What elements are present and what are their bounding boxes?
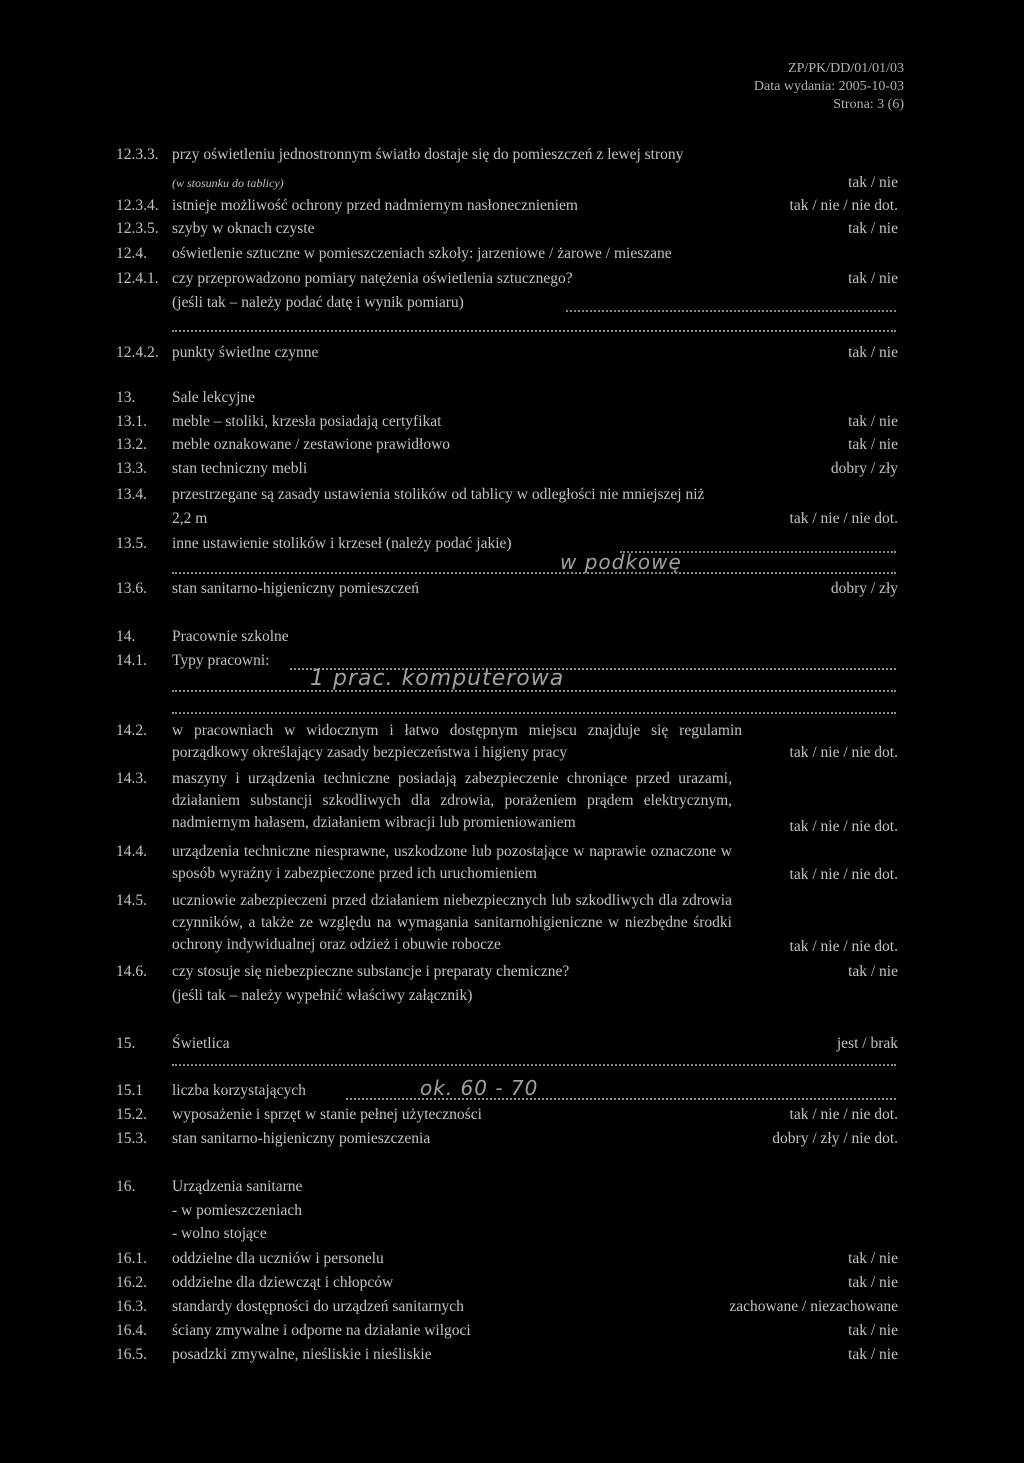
item-text: przy oświetleniu jednostronnym światło dostaje się do pomieszczeń z lewej strony <box>172 146 684 163</box>
item-answer: zachowane / niezachowane <box>729 1298 898 1315</box>
item-number: 13.3. <box>116 460 147 477</box>
section-number: 15. <box>116 1035 136 1052</box>
item-answer: tak / nie <box>848 1346 898 1363</box>
item-answer: tak / nie <box>848 1322 898 1339</box>
item-text: oddzielne dla dziewcząt i chłopców <box>172 1274 394 1291</box>
item-number: 14.3. <box>116 770 147 787</box>
item-text: oświetlenie sztuczne w pomieszczeniach szkoły: jarzeniowe / żarowe / mieszane <box>172 245 672 262</box>
item-text: punkty świetlne czynne <box>172 344 319 361</box>
bullet-item: - wolno stojące <box>172 1225 267 1242</box>
item-number: 15.2. <box>116 1106 147 1123</box>
item-subtext: (jeśli tak – należy wypełnić właściwy załącznik) <box>172 987 473 1004</box>
item-number: 13.2. <box>116 436 147 453</box>
item-answer: dobry / zły / nie dot. <box>772 1130 898 1147</box>
item-text: czy przeprowadzono pomiary natężenia oświetlenia sztucznego? <box>172 270 573 287</box>
item-text: uczniowie zabezpieczeni przed działaniem niebezpiecznych lub szkodliwych dla zdrowia czynników, a także ze względu na wymagania sanitarnohigieniczne w niezbędne środki ochrony indywidualnej oraz odzież i obuwie robocze <box>172 892 732 953</box>
fill-line <box>172 690 896 692</box>
item-text: liczba korzystających <box>172 1082 306 1099</box>
item-answer: tak / nie <box>848 413 898 430</box>
item-number: 12.3.3. <box>116 146 159 163</box>
item-answer: tak / nie / nie dot. <box>789 744 898 761</box>
fill-line <box>566 310 896 312</box>
bullet-item: - w pomieszczeniach <box>172 1202 302 1219</box>
item-number: 13.4. <box>116 486 147 503</box>
item-answer: dobry / zły <box>830 460 898 477</box>
document-id: ZP/PK/DD/01/01/03 <box>788 61 904 76</box>
item-number: 12.4.2. <box>116 344 159 361</box>
item-text: istnieje możliwość ochrony przed nadmiernym nasłonecznieniem <box>172 197 578 214</box>
section-title: Urządzenia sanitarne <box>172 1178 303 1195</box>
item-text: meble oznakowane / zestawione prawidłowo <box>172 436 451 453</box>
item-number: 16.5. <box>116 1346 147 1363</box>
item-answer: tak / nie <box>848 344 898 361</box>
fill-line <box>172 1064 896 1066</box>
handwritten-answer: 1 prac. komputerowa <box>310 666 565 691</box>
item-answer: tak / nie <box>848 436 898 453</box>
item-text: inne ustawienie stolików i krzeseł (należy podać jakie) <box>172 535 512 552</box>
section-title: Pracownie szkolne <box>172 628 289 645</box>
item-text-continued: 2,2 m <box>172 510 208 527</box>
fill-line <box>172 572 896 574</box>
handwritten-answer: ok. 60 - 70 <box>420 1076 539 1100</box>
handwritten-answer: w podkowę <box>560 550 682 574</box>
item-number: 13.1. <box>116 413 147 430</box>
item-text: Typy pracowni: <box>172 652 270 669</box>
item-text: meble – stoliki, krzesła posiadają certyfikat <box>172 413 442 430</box>
item-text: urządzenia techniczne niesprawne, uszkodzone lub pozostające w naprawie oznaczone w sposób wyraźny i zabezpieczone przed ich uruchomieniem <box>172 843 732 882</box>
item-number: 14.1. <box>116 652 147 669</box>
item-number: 14.5. <box>116 892 147 909</box>
item-text: wyposażenie i sprzęt w stanie pełnej użyteczności <box>172 1106 482 1123</box>
item-number: 15.3. <box>116 1130 147 1147</box>
page-number: Strona: 3 (6) <box>833 97 904 112</box>
item-answer: tak / nie <box>848 1250 898 1267</box>
section-number: 16. <box>116 1178 136 1195</box>
item-number: 14.6. <box>116 963 147 980</box>
item-number: 15.1 <box>116 1082 144 1099</box>
item-text: maszyny i urządzenia techniczne posiadają zabezpieczenie chroniące przed urazami, działaniem substancji szkodliwych dla zdrowia, porażeniem prądem elektrycznym, nadmiernym hałasem, działaniem wibracji lub promieniowaniem <box>172 770 732 831</box>
item-answer: tak / nie / nie dot. <box>789 818 898 835</box>
item-number: 14.2. <box>116 722 147 739</box>
item-number: 12.4.1. <box>116 270 159 287</box>
item-text: ściany zmywalne i odporne na działanie wilgoci <box>172 1322 471 1339</box>
fill-line <box>172 330 896 332</box>
section-number: 14. <box>116 628 136 645</box>
item-answer: jest / brak <box>836 1035 898 1052</box>
item-subtext: (jeśli tak – należy podać datę i wynik pomiaru) <box>172 294 464 311</box>
item-answer: tak / nie / nie dot. <box>789 197 898 214</box>
item-answer: tak / nie <box>848 963 898 980</box>
item-answer: tak / nie <box>848 270 898 287</box>
item-answer: tak / nie <box>848 1274 898 1291</box>
item-answer: tak / nie <box>848 220 898 237</box>
item-answer: dobry / zły <box>830 580 898 597</box>
item-text: posadzki zmywalne, nieśliskie i nieśliskie <box>172 1346 432 1363</box>
item-number: 13.6. <box>116 580 147 597</box>
item-text: szyby w oknach czyste <box>172 220 315 237</box>
item-number: 12.3.4. <box>116 197 159 214</box>
item-number: 16.4. <box>116 1322 147 1339</box>
item-text: przestrzegane są zasady ustawienia stolików od tablicy w odległości nie mniejszej niż <box>172 486 705 503</box>
fill-line <box>172 712 896 714</box>
item-number: 13.5. <box>116 535 147 552</box>
item-note: (w stosunku do tablicy) <box>172 176 284 190</box>
item-answer: tak / nie / nie dot. <box>789 1106 898 1123</box>
item-number: 12.3.5. <box>116 220 159 237</box>
item-text: czy stosuje się niebezpieczne substancje i preparaty chemiczne? <box>172 963 570 980</box>
item-number: 16.1. <box>116 1250 147 1267</box>
item-text: stan sanitarno-higieniczny pomieszczeń <box>172 580 420 597</box>
item-answer: tak / nie / nie dot. <box>789 866 898 883</box>
item-number: 16.2. <box>116 1274 147 1291</box>
document-header <box>754 60 904 114</box>
section-title: Sale lekcyjne <box>172 389 256 406</box>
item-number: 14.4. <box>116 843 147 860</box>
item-text: oddzielne dla uczniów i personelu <box>172 1250 384 1267</box>
item-text: stan sanitarno-higieniczny pomieszczenia <box>172 1130 431 1147</box>
item-number: 12.4. <box>116 245 147 262</box>
section-number: 13. <box>116 389 136 406</box>
issue-date: Data wydania: 2005-10-03 <box>753 79 904 94</box>
item-number: 16.3. <box>116 1298 147 1315</box>
item-answer: tak / nie / nie dot. <box>789 938 898 955</box>
item-text: stan techniczny mebli <box>172 460 308 477</box>
item-answer: tak / nie <box>848 174 898 191</box>
section-title: Świetlica <box>172 1035 230 1052</box>
item-text: standardy dostępności do urządzeń sanitarnych <box>172 1298 464 1315</box>
item-answer: tak / nie / nie dot. <box>789 510 898 527</box>
item-text: w pracowniach w widocznym i łatwo dostępnym miejscu znajduje się regulamin porządkowy określający zasady bezpieczeństwa i higieny pracy <box>172 722 742 761</box>
